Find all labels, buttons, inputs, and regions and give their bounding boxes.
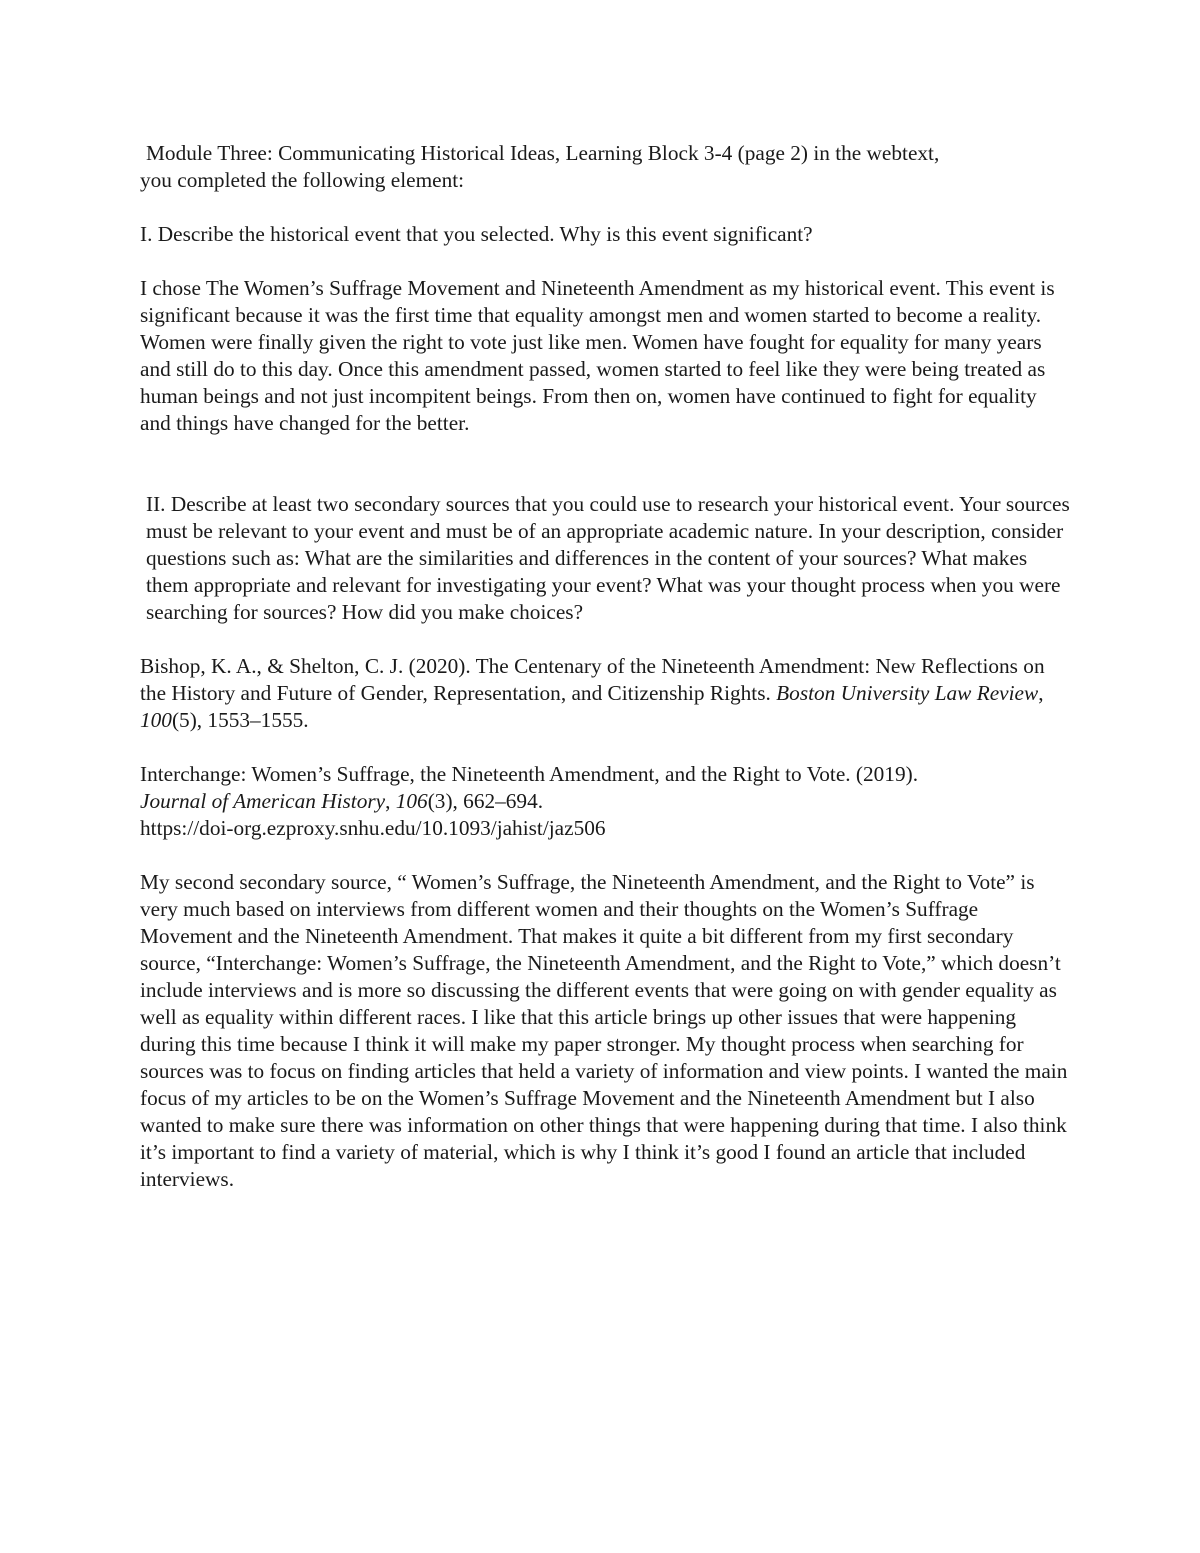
spacer — [140, 842, 1070, 869]
spacer — [140, 437, 1070, 491]
spacer — [140, 194, 1070, 221]
answer-1: I chose The Women’s Suffrage Movement and Nineteenth Amendment as my historical event. This event is significant because it was the first time that equality amongst men and women started to become a reality. Women were finally given the right to vote just like men. Women have fought for equality for many years and still do to this day. Once this amendment passed, women started to feel like they were being treated as human beings and not just incompitent beings. From then on, women have continued to fight for equality and things have changed for the better. — [140, 276, 1055, 435]
intro-paragraph — [140, 140, 1070, 194]
citation-2-journal: Journal of American History — [140, 789, 386, 813]
citation-2 — [140, 761, 1070, 842]
citation-1-volume: 100 — [140, 708, 172, 732]
document-body — [140, 140, 1070, 1193]
prompt-2-text: II. Describe at least two secondary sources that you could use to research your historical event. Your sources must be relevant to your event and must be of an appropriate academic nature. In your description, consider questions such as: What are the similarities and differences in the content of your sources? What makes them appropriate and relevant for investigating your event? What was your thought process when you were searching for sources? How did you make choices? — [146, 492, 1070, 624]
citation-2-text: Interchange: Women’s Suffrage, the Nineteenth Amendment, and the Right to Vote. (2019). — [140, 762, 919, 786]
spacer — [140, 248, 1070, 275]
intro-line-2: you completed the following element: — [140, 168, 465, 192]
citation-1-journal: Boston University Law Review — [776, 681, 1039, 705]
prompt-2 — [140, 491, 1070, 626]
spacer — [140, 734, 1070, 761]
prompt-1: I. Describe the historical event that you selected. Why is this event significant? — [140, 222, 813, 246]
citation-2-pages: (3), 662–694. — [427, 789, 544, 813]
intro-line-1: Module Three: Communicating Historical Ideas, Learning Block 3-4 (page 2) in the webtext, — [146, 141, 940, 165]
citation-1 — [140, 653, 1070, 734]
citation-1-sep: , — [1038, 681, 1044, 705]
answer-2: My second secondary source, “ Women’s Suffrage, the Nineteenth Amendment, and the Right to Vote” is very much based on interviews from different women and their thoughts on the Women’s Suffrage Movement and the Nineteenth Amendment. That makes it quite a bit different from my first secondary source, “Interchange: Women’s Suffrage, the Nineteenth Amendment, and the Right to Vote,” which doesn’t include interviews and is more so discussing the different events that were going on with gender equality as well as equality within different races. I like that this article brings up other issues that were happening during this time because I think it will make my paper stronger. My thought process when searching for sources was to focus on finding articles that held a variety of information and view points. I wanted the main focus of my articles to be on the Women’s Suffrage Movement and the Nineteenth Amendment but I also wanted to make sure there was information on other things that were happening during that time. I also think it’s important to find a variety of material, which is why I think it’s good I found an article that included interviews. — [140, 870, 1068, 1191]
citation-1-text: Bishop, K. A., & Shelton, C. J. (2020). The Centenary of the Nineteenth Amendment: New Reflections on the History and Future of Gender, Representation, and Citizenship Rights. — [140, 654, 1045, 705]
spacer — [140, 626, 1070, 653]
citation-2-doi-link[interactable]: https://doi-org.ezproxy.snhu.edu/10.1093/jahist/jaz506 — [140, 816, 606, 840]
citation-2-sep: , — [385, 789, 396, 813]
citation-2-volume: 106 — [395, 789, 428, 813]
citation-1-pages: (5), 1553–1555. — [171, 708, 309, 732]
